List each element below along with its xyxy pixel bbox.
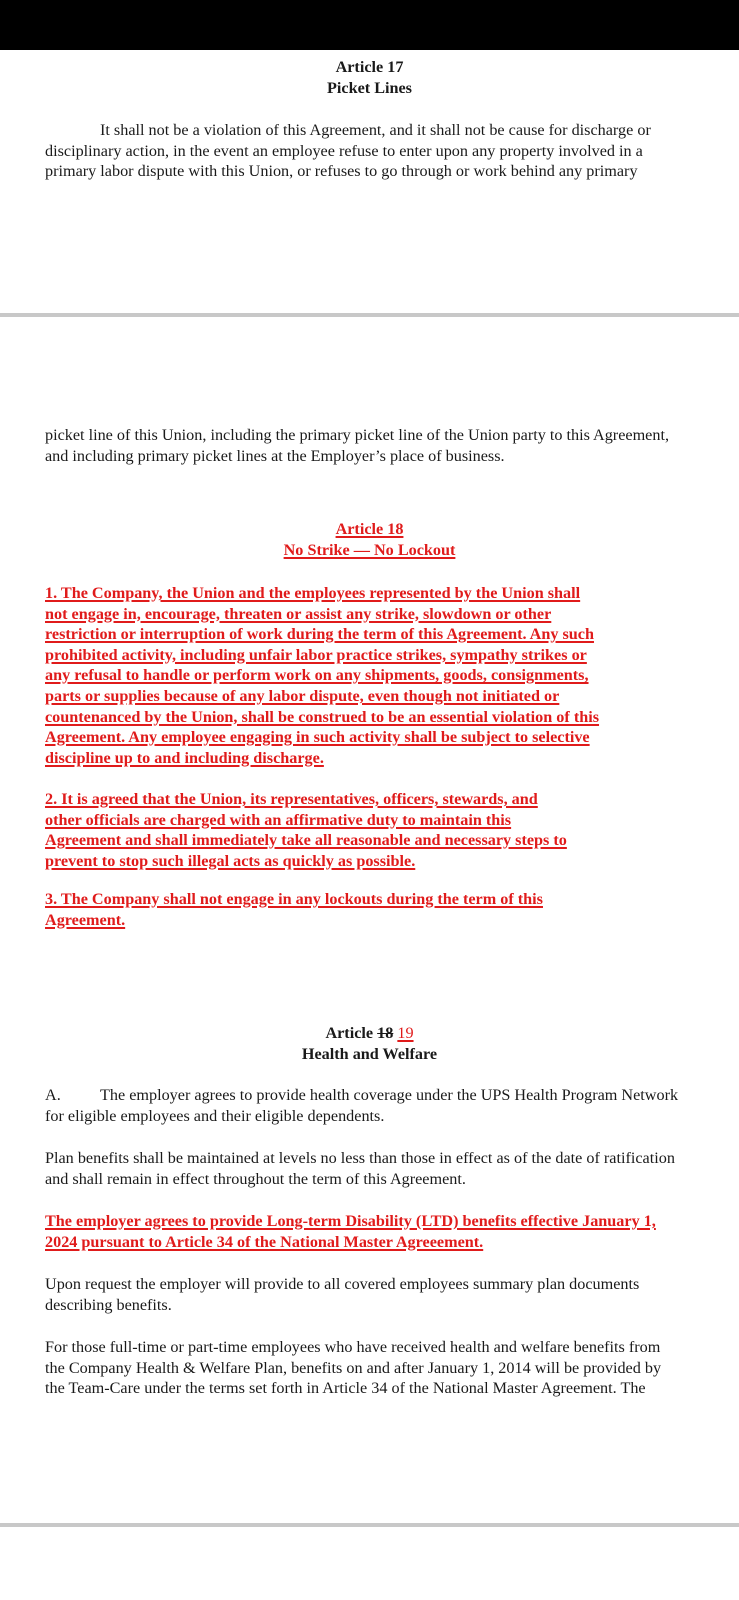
article18-clause-2	[45, 789, 739, 871]
paragraph-line: and shall remain in effect throughout the term of this Agreement.	[45, 1169, 466, 1188]
clause-line: prevent to stop such illegal acts as quickly as possible.	[45, 851, 416, 870]
paragraph-line: disciplinary action, in the event an employee refuse to enter upon any property involved in a	[45, 141, 643, 160]
clause-line: 3. The Company shall not engage in any lockouts during the term of this	[45, 890, 543, 908]
clause-line: discipline up to and including discharge.	[45, 748, 324, 767]
clause-line: 2. It is agreed that the Union, its representatives, officers, stewards, and	[45, 790, 538, 808]
article17-title: Picket Lines	[327, 79, 412, 97]
clause-line: parts or supplies because of any labor dispute, even though not initiated or	[45, 686, 560, 705]
article18-clause-1	[45, 583, 739, 768]
ltd-inserted-paragraph	[45, 1211, 739, 1252]
plan-benefits-paragraph	[45, 1148, 739, 1189]
paragraph-line: picket line of this Union, including the primary picket line of the Union party to this Agreement,	[45, 426, 669, 444]
clause-line: countenanced by the Union, shall be construed to be an essential violation of this	[45, 707, 600, 726]
article18-clause-3	[45, 889, 739, 930]
summary-plan-paragraph	[45, 1274, 739, 1315]
paragraph-line: For those full-time or part-time employees who have received health and welfare benefits from	[45, 1338, 661, 1356]
article19-title: Health and Welfare	[301, 1045, 438, 1063]
paragraph-line: A. The employer agrees to provide health coverage under the UPS Health Program Network	[45, 1086, 679, 1104]
clause-line: Agreement and shall immediately take all reasonable and necessary steps to	[45, 831, 567, 850]
article18-title: No Strike — No Lockout	[283, 541, 456, 559]
clause-line: restriction or interruption of work during the term of this Agreement. Any such	[45, 625, 594, 644]
paragraph-line: primary labor dispute with this Union, or refuses to go through or work behind any primary	[45, 162, 638, 181]
article18-heading: Article 18	[335, 520, 404, 538]
section-a-paragraph	[45, 1085, 739, 1126]
paragraph-line: the Company Health & Welfare Plan, benefits on and after January 1, 2014 will be provided by	[45, 1358, 662, 1377]
paragraph-line: and including primary picket lines at the Employer’s place of business.	[45, 446, 505, 465]
clause-line: any refusal to handle or perform work on any shipments, goods, consignments,	[45, 666, 589, 685]
clause-line: prohibited activity, including unfair labor practice strikes, sympathy strikes or	[45, 645, 587, 664]
team-care-paragraph	[45, 1337, 739, 1399]
clause-line: Agreement. Any employee engaging in such activity shall be subject to selective	[45, 728, 590, 747]
paragraph-line: the Team-Care under the terms set forth in Article 34 of the National Master Agreement. The	[45, 1379, 646, 1398]
clause-line: not engage in, encourage, threaten or assist any strike, slowdown or other	[45, 604, 552, 623]
top-status-bar	[0, 0, 739, 50]
picket-lines-paragraph	[45, 120, 739, 182]
paragraph-line: for eligible employees and their eligible dependents.	[45, 1106, 385, 1125]
clause-line: Agreement.	[45, 910, 126, 929]
document-page-2	[0, 317, 739, 1523]
paragraph-line: It shall not be a violation of this Agreement, and it shall not be cause for discharge or	[100, 121, 651, 139]
clause-line: 1. The Company, the Union and the employees represented by the Union shall	[45, 584, 581, 602]
paragraph-line: Plan benefits shall be maintained at levels no less than those in effect as of the date of ratification	[45, 1149, 675, 1167]
section-a-label: A.	[45, 1086, 61, 1104]
paragraph-line: Upon request the employer will provide to all covered employees summary plan documents	[45, 1275, 640, 1293]
deleted-article-number: 18	[377, 1024, 394, 1042]
page-divider	[0, 1523, 739, 1527]
article17-heading: Article 17	[335, 58, 404, 76]
clause-line: The employer agrees to provide Long-term Disability (LTD) benefits effective January 1,	[45, 1212, 656, 1230]
picket-lines-continuation	[45, 425, 739, 466]
document-page-1	[0, 50, 739, 313]
article19-heading: Article 18 19	[325, 1024, 414, 1042]
inserted-article-number: 19	[397, 1024, 414, 1042]
clause-line: 2024 pursuant to Article 34 of the National Master Agreeement.	[45, 1232, 484, 1251]
paragraph-line: describing benefits.	[45, 1295, 172, 1314]
clause-line: other officials are charged with an affirmative duty to maintain this	[45, 810, 512, 829]
